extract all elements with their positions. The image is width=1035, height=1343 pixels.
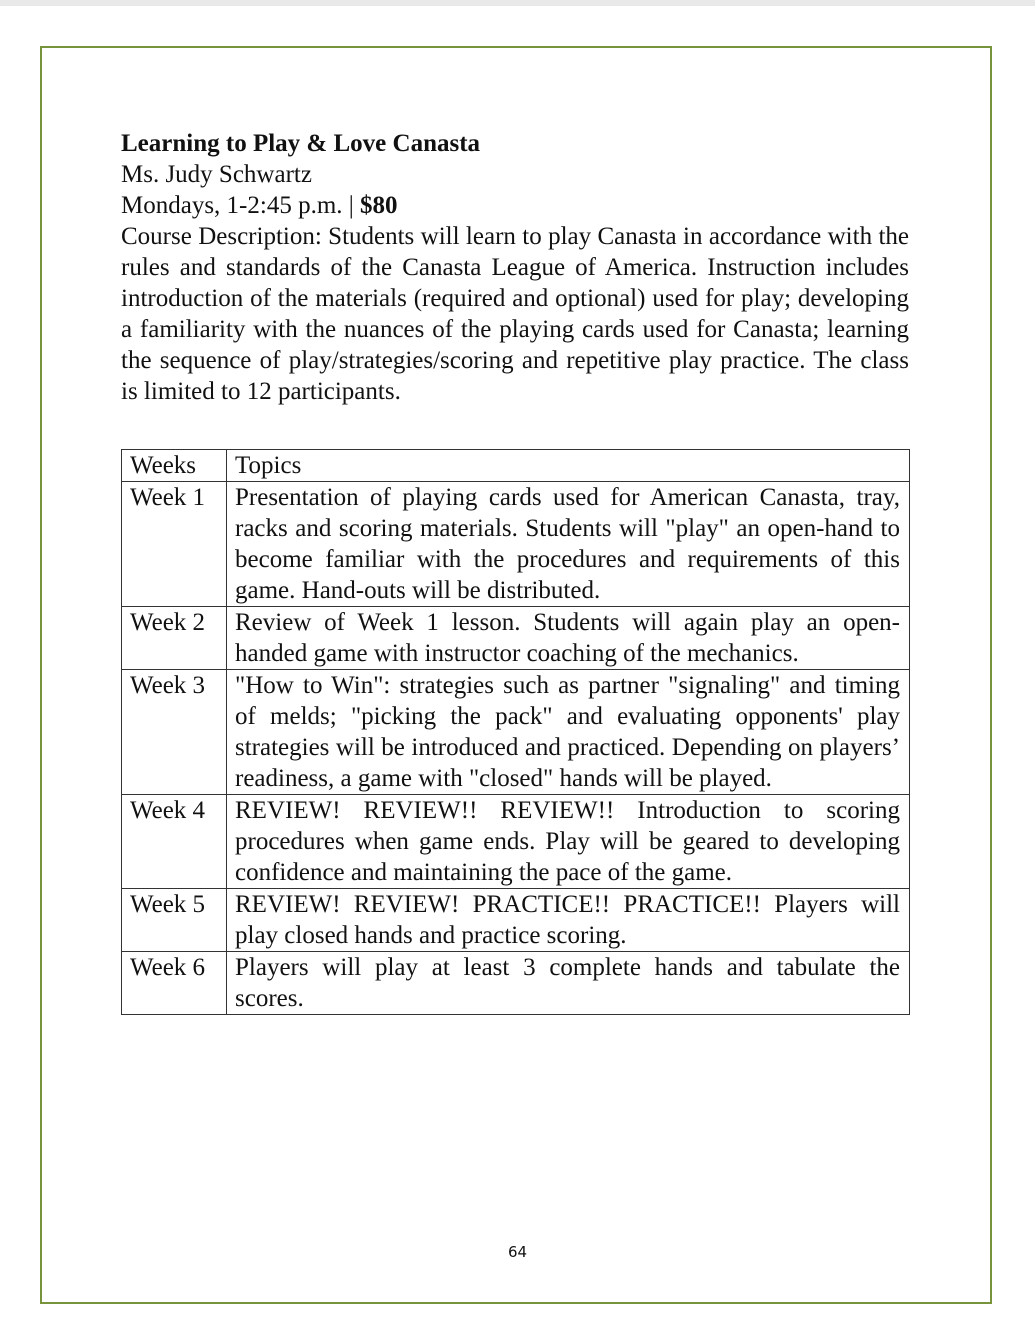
week-cell: Week 1: [122, 482, 227, 607]
topic-cell: "How to Win": strategies such as partner "signaling" and timing of melds; "picking the pack" and evaluating opponents' play strategies will be introduced and practiced. Depending on players’ readiness, a game with "closed" hands will be played.: [227, 670, 910, 795]
top-band: [0, 0, 1035, 6]
course-instructor: Ms. Judy Schwartz: [121, 161, 312, 188]
course-block: [121, 128, 909, 407]
week-cell: Week 5: [122, 889, 227, 952]
table-header-row: [122, 450, 910, 482]
table-row: [122, 952, 910, 1015]
topic-cell: REVIEW! REVIEW!! REVIEW!! Introduction to scoring procedures when game ends. Play will be geared to developing confidence and maintaining the pace of the game.: [227, 795, 910, 889]
week-cell: Week 4: [122, 795, 227, 889]
table-row: [122, 795, 910, 889]
week-cell: Week 2: [122, 607, 227, 670]
topic-cell: REVIEW! REVIEW! PRACTICE!! PRACTICE!! Players will play closed hands and practice scoring.: [227, 889, 910, 952]
weekly-topics-table: [121, 449, 910, 1015]
table-row: [122, 670, 910, 795]
topic-cell: Presentation of playing cards used for American Canasta, tray, racks and scoring materials. Students will "play" an open-hand to become familiar with the procedures and requirements of this game. Hand-outs will be distributed.: [227, 482, 910, 607]
table-row: [122, 482, 910, 607]
header-topics: Topics: [227, 450, 910, 482]
course-schedule-text: Mondays, 1-2:45 p.m. |: [121, 192, 361, 219]
course-description: Course Description: Students will learn to play Canasta in accordance with the rules and standards of the Canasta League of America. Instruction includes introduction of the materials (required and optional) used for play; developing a familiarity with the nuances of the playing cards used for Canasta; learning the sequence of play/strategies/scoring and repetitive play practice. The class is limited to 12 participants.: [121, 223, 909, 405]
topic-cell: Players will play at least 3 complete hands and tabulate the scores.: [227, 952, 910, 1015]
week-cell: Week 6: [122, 952, 227, 1015]
week-cell: Week 3: [122, 670, 227, 795]
course-price: $80: [360, 192, 398, 219]
course-schedule: [121, 190, 909, 221]
table-row: [122, 607, 910, 670]
table-row: [122, 889, 910, 952]
course-title: Learning to Play & Love Canasta: [121, 130, 481, 157]
topic-cell: Review of Week 1 lesson. Students will again play an open-handed game with instructor coaching of the mechanics.: [227, 607, 910, 670]
page-number: 64: [507, 1243, 528, 1261]
header-weeks: Weeks: [122, 450, 227, 482]
